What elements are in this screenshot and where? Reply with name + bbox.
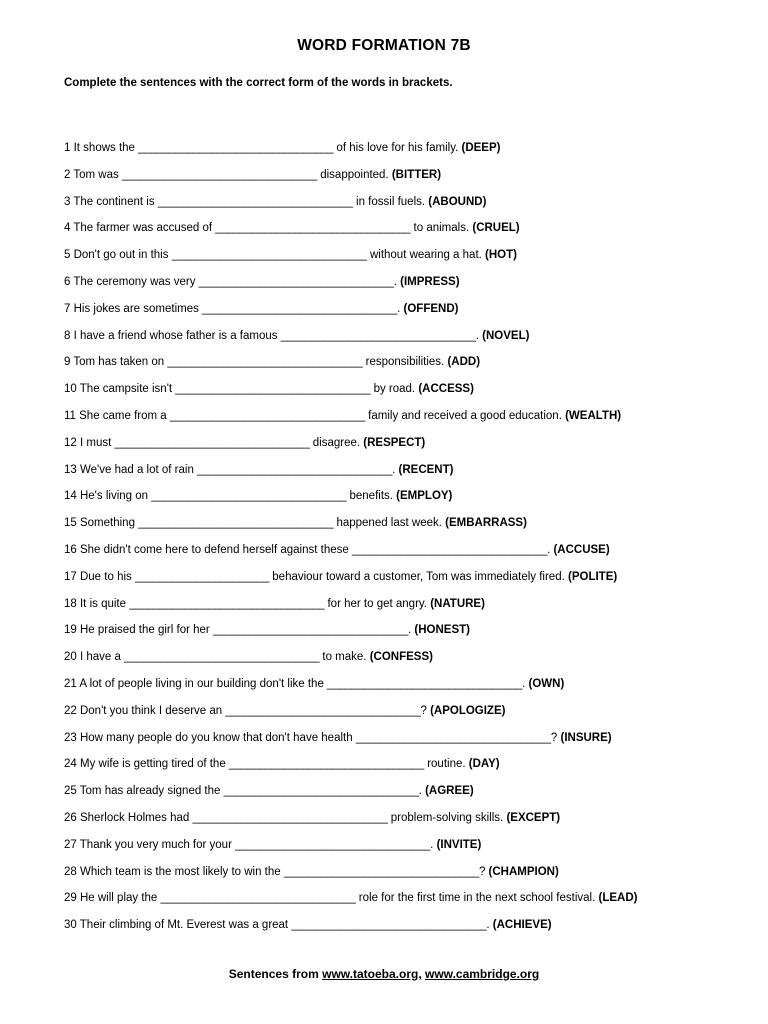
sentence-start: 23 How many people do you know that don't have health [64, 731, 356, 744]
answer-blank[interactable]: ________________________________ [171, 249, 367, 262]
sentence-start: 25 Tom has already signed the [64, 785, 224, 798]
keyword-hint: (ACHIEVE) [492, 919, 552, 932]
sentence-start: 30 Their climbing of Mt. Everest was a great [64, 919, 292, 932]
sentence-start: 24 My wife is getting tired of the [64, 758, 229, 771]
sentence-end: . [430, 838, 437, 851]
sentence-end: routine. [424, 758, 469, 771]
keyword-hint: (APOLOGIZE) [430, 704, 506, 717]
answer-blank[interactable]: ________________________________ [167, 356, 363, 369]
keyword-hint: (ADD) [447, 356, 481, 369]
sentence-start: 21 A lot of people living in our building don't like the [64, 677, 328, 690]
sentence-end: to animals. [410, 222, 473, 235]
sentence-start: 6 The ceremony was very [64, 275, 199, 288]
sentence-start: 7 His jokes are sometimes [64, 302, 203, 315]
sentence-start: 19 He praised the girl for her [64, 624, 213, 637]
exercise-item [64, 730, 744, 757]
keyword-hint: (EXCEPT) [506, 811, 561, 824]
exercise-item [64, 756, 744, 783]
sentence-end: happened last week. [333, 517, 446, 530]
sentence-end: . [392, 463, 399, 476]
keyword-hint: (HONEST) [414, 624, 471, 637]
answer-blank[interactable]: ________________________________ [225, 704, 421, 717]
answer-blank[interactable]: ________________________________ [121, 168, 318, 181]
sentence-start: 9 Tom has taken on [64, 356, 168, 369]
answer-blank[interactable]: ________________________________ [138, 517, 334, 530]
exercise-item [64, 194, 744, 221]
exercise-item [64, 837, 744, 864]
cambridge-link[interactable]: www.cambridge.org [425, 967, 540, 981]
keyword-hint: (INVITE) [436, 838, 482, 851]
sentence-end: . [475, 329, 483, 342]
sentence-end: ? [420, 704, 431, 717]
keyword-hint: (LEAD) [598, 892, 638, 905]
exercise-item [64, 274, 744, 301]
exercise-item [64, 354, 744, 381]
answer-blank[interactable]: ________________________________ [138, 142, 334, 154]
sentence-end: ? [550, 731, 561, 744]
sentence-end: responsibilities. [362, 356, 448, 369]
sentence-end: behaviour toward a customer, Tom was immediately fired. [269, 570, 568, 583]
sentence-end: ? [478, 865, 489, 878]
keyword-hint: (POLITE) [568, 570, 618, 583]
sentence-end: . [418, 785, 426, 798]
keyword-hint: (RECENT) [398, 463, 454, 476]
exercise-item [64, 783, 744, 810]
sentence-start: 13 We've had a lot of rain [64, 463, 198, 476]
answer-blank[interactable]: ________________________________ [283, 865, 479, 878]
keyword-hint: (OWN) [528, 677, 565, 690]
exercise-item [64, 328, 744, 355]
answer-blank[interactable]: ________________________________ [151, 490, 347, 503]
sentence-end: disagree. [309, 436, 364, 449]
exercise-list [64, 140, 744, 944]
answer-blank[interactable]: ________________________________ [197, 463, 393, 476]
answer-blank[interactable]: ________________________________ [291, 919, 487, 932]
keyword-hint: (EMPLOY) [396, 490, 453, 503]
sentence-start: 22 Don't you think I deserve an [64, 704, 226, 717]
exercise-item [64, 301, 744, 328]
sentence-start: 11 She came from a [64, 409, 170, 422]
sentence-start: 14 He's living on [64, 490, 152, 503]
answer-blank[interactable]: ________________________________ [129, 597, 325, 610]
answer-blank[interactable]: ________________________________ [223, 785, 419, 798]
keyword-hint: (INSURE) [560, 731, 612, 744]
answer-blank[interactable]: ________________________________ [160, 892, 356, 905]
keyword-hint: (DEEP) [461, 142, 501, 154]
exercise-item [64, 167, 744, 194]
answer-blank[interactable]: ________________________________ [351, 543, 548, 556]
sentence-end: role for the first time in the next school festival. [355, 892, 599, 905]
sentence-start: 26 Sherlock Holmes had [64, 811, 193, 824]
exercise-item [64, 890, 744, 917]
keyword-hint: (RESPECT) [363, 436, 426, 449]
sentence-start: 27 Thank you very much for your [64, 838, 236, 851]
answer-blank[interactable]: ______________________ [134, 570, 270, 583]
keyword-hint: (NATURE) [430, 597, 485, 610]
keyword-hint: (HOT) [485, 249, 517, 262]
sentence-end: . [547, 543, 554, 556]
answer-blank[interactable]: ________________________________ [235, 838, 431, 851]
sentence-end: . [397, 302, 404, 315]
sentence-start: 16 She didn't come here to defend herself against these [64, 543, 352, 556]
keyword-hint: (ACCUSE) [553, 543, 610, 556]
exercise-item [64, 140, 744, 167]
keyword-hint: (ABOUND) [428, 195, 487, 208]
exercise-item [64, 247, 744, 274]
answer-blank[interactable]: ________________________________ [228, 758, 424, 771]
exercise-item [64, 569, 744, 596]
keyword-hint: (CHAMPION) [488, 865, 559, 878]
exercise-item [64, 864, 744, 891]
sentence-end: . [408, 624, 415, 637]
exercise-item [64, 220, 744, 247]
exercise-item [64, 676, 744, 703]
instructions-text: Complete the sentences with the correct form of the words in brackets. [64, 77, 453, 89]
answer-blank[interactable]: ________________________________ [202, 302, 398, 315]
worksheet-title: WORD FORMATION 7B [297, 37, 471, 54]
sentence-end: for her to get angry. [324, 597, 431, 610]
sentence-start: 12 I must [64, 436, 115, 449]
exercise-item [64, 435, 744, 462]
sentence-end: without wearing a hat. [366, 249, 486, 262]
sentence-end: by road. [370, 383, 419, 396]
exercise-item [64, 515, 744, 542]
keyword-hint: (DAY) [468, 758, 500, 771]
answer-blank[interactable]: ________________________________ [169, 409, 365, 422]
sentence-end: family and received a good education. [364, 409, 566, 422]
answer-blank[interactable]: ________________________________ [114, 436, 310, 449]
sentence-start: 3 The continent is [64, 195, 158, 208]
sentence-start: 28 Which team is the most likely to win the [64, 865, 284, 878]
keyword-hint: (CONFESS) [369, 651, 433, 664]
keyword-hint: (NOVEL) [482, 329, 530, 342]
exercise-item [64, 542, 744, 569]
sentence-start: 17 Due to his [64, 570, 135, 583]
sentence-end: to make. [319, 651, 370, 664]
sentence-end: . [522, 677, 529, 690]
keyword-hint: (IMPRESS) [400, 275, 460, 288]
answer-blank[interactable]: ________________________________ [124, 651, 320, 664]
sentence-start: 29 He will play the [64, 892, 161, 905]
exercise-item [64, 917, 744, 944]
exercise-item [64, 596, 744, 623]
keyword-hint: (BITTER) [391, 168, 442, 181]
keyword-hint: (WEALTH) [565, 409, 622, 422]
exercise-item [64, 462, 744, 489]
sentence-start: 18 It is quite [64, 597, 130, 610]
exercise-item [64, 488, 744, 515]
exercise-item [64, 408, 744, 435]
sentence-start: 1 It shows the [64, 142, 139, 154]
answer-blank[interactable]: ________________________________ [212, 624, 409, 637]
exercise-item [64, 622, 744, 649]
sentence-start: 20 I have a [64, 651, 125, 664]
keyword-hint: (AGREE) [425, 785, 474, 798]
keyword-hint: (CRUEL) [472, 222, 520, 235]
sentence-end: benefits. [346, 490, 397, 503]
answer-blank[interactable]: ________________________________ [327, 677, 523, 690]
keyword-hint: (OFFEND) [403, 302, 459, 315]
exercise-item [64, 649, 744, 676]
sentence-end: of his love for his family. [333, 142, 462, 154]
keyword-hint: (ACCESS) [418, 383, 474, 396]
answer-blank[interactable]: ________________________________ [355, 731, 551, 744]
sentence-start: 8 I have a friend whose father is a famous [64, 329, 281, 342]
sentence-start: 15 Something [64, 517, 139, 530]
footer-sources [0, 967, 768, 981]
sentence-start: 2 Tom was [64, 168, 122, 181]
sentence-end: in fossil fuels. [352, 195, 429, 208]
answer-blank[interactable]: ________________________________ [157, 195, 353, 208]
exercise-item [64, 810, 744, 837]
exercise-item [64, 381, 744, 408]
answer-blank[interactable]: ________________________________ [175, 383, 371, 396]
sentence-start: 5 Don't go out in this [64, 249, 172, 262]
sentence-start: 4 The farmer was accused of [64, 222, 216, 235]
footer-prefix: Sentences from [228, 967, 323, 981]
keyword-hint: (EMBARRASS) [445, 517, 527, 530]
sentence-end: . [486, 919, 493, 932]
answer-blank[interactable]: ________________________________ [198, 275, 394, 288]
answer-blank[interactable]: ________________________________ [280, 329, 476, 342]
sentence-start: 10 The campsite isn't [64, 383, 176, 396]
sentence-end: disappointed. [317, 168, 392, 181]
exercise-item [64, 703, 744, 730]
tatoeba-link[interactable]: www.tatoeba.org, [322, 967, 422, 981]
answer-blank[interactable]: ________________________________ [215, 222, 411, 235]
answer-blank[interactable]: ________________________________ [192, 811, 388, 824]
sentence-end: problem-solving skills. [387, 811, 507, 824]
sentence-end: . [393, 275, 401, 288]
